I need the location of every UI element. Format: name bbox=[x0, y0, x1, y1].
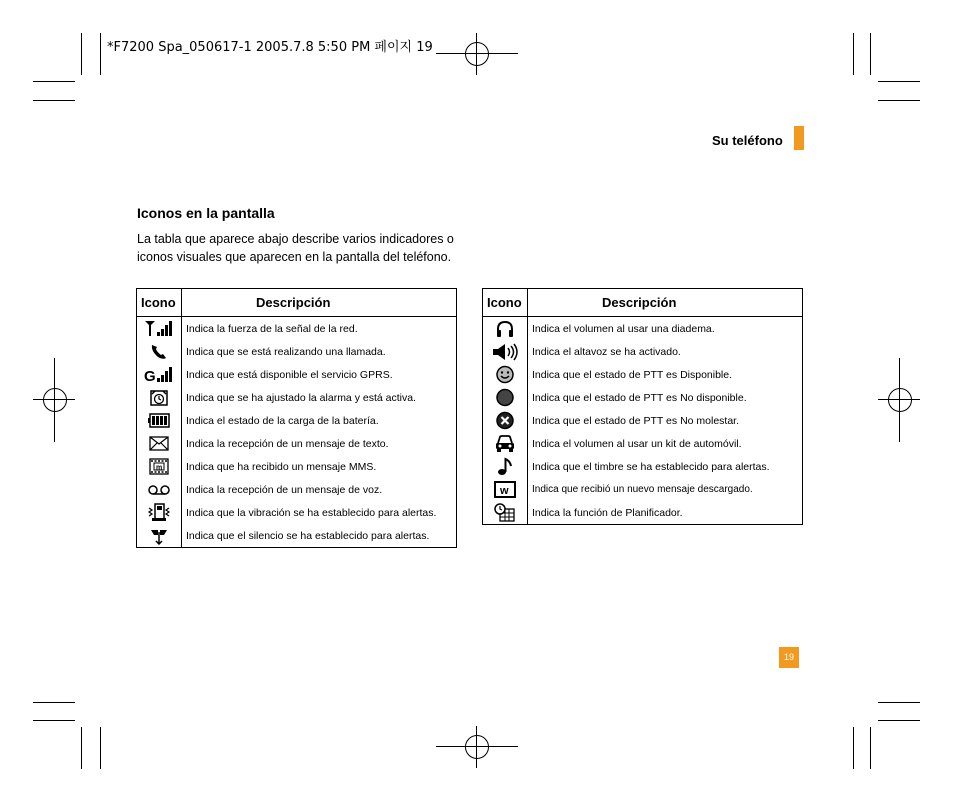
table-row bbox=[137, 340, 457, 363]
page-number: 19 bbox=[779, 647, 799, 668]
crop-mark bbox=[878, 81, 920, 82]
row-description: Indica el estado de la carga de la batería. bbox=[186, 414, 379, 427]
row-description: Indica la función de Planificador. bbox=[532, 506, 683, 519]
vibration-icon bbox=[137, 503, 181, 522]
table-row bbox=[483, 501, 803, 525]
table-row bbox=[137, 386, 457, 409]
table-header-row bbox=[137, 289, 457, 317]
crop-mark bbox=[878, 100, 920, 101]
row-description: Indica el volumen al usar un kit de automóvil. bbox=[532, 437, 742, 450]
registration-mark bbox=[43, 388, 67, 412]
section-tab-marker bbox=[794, 126, 804, 150]
crop-mark bbox=[853, 727, 854, 769]
table-row bbox=[137, 409, 457, 432]
registration-mark bbox=[465, 735, 489, 759]
crop-mark bbox=[853, 33, 854, 75]
table-row bbox=[137, 363, 457, 386]
section-tab-label: Su teléfono bbox=[712, 133, 783, 148]
table-row bbox=[483, 340, 803, 363]
signal-strength-icon bbox=[137, 320, 181, 337]
registration-mark bbox=[888, 388, 912, 412]
scheduler-icon bbox=[483, 503, 527, 522]
svg-text:m: m bbox=[156, 464, 163, 472]
crop-mark bbox=[100, 33, 101, 75]
column-header-icon: Icono bbox=[137, 289, 182, 317]
speaker-icon bbox=[483, 343, 527, 361]
column-header-description: Descripción bbox=[182, 289, 457, 317]
row-description: Indica que está disponible el servicio GPRS. bbox=[186, 368, 393, 381]
crop-mark bbox=[81, 727, 82, 769]
table-row bbox=[137, 524, 457, 548]
table-row bbox=[483, 317, 803, 341]
mms-icon bbox=[137, 458, 181, 475]
table-row bbox=[137, 501, 457, 524]
registration-mark bbox=[465, 42, 489, 66]
crop-mark bbox=[33, 81, 75, 82]
intro-paragraph: La tabla que aparece abajo describe varios indicadores o iconos visuales que aparecen en la pantalla del teléfono. bbox=[137, 232, 454, 264]
battery-icon bbox=[137, 412, 181, 429]
row-description: Indica que el estado de PTT es No molestar. bbox=[532, 414, 740, 427]
row-description: Indica que el silencio se ha establecido para alertas. bbox=[186, 529, 430, 542]
print-info: *F7200 Spa_050617-1 2005.7.8 5:50 PM 페이지 19 bbox=[107, 40, 433, 55]
icons-table-left bbox=[136, 288, 457, 548]
table-row bbox=[483, 409, 803, 432]
download-message-icon bbox=[483, 481, 527, 498]
table-row bbox=[483, 363, 803, 386]
crop-mark bbox=[33, 720, 75, 721]
headset-icon bbox=[483, 320, 527, 338]
table-row bbox=[137, 317, 457, 341]
row-description: Indica que el estado de PTT es No disponible. bbox=[532, 391, 747, 404]
ptt-do-not-disturb-icon bbox=[483, 411, 527, 430]
row-description: Indica el volumen al usar una diadema. bbox=[532, 322, 715, 335]
crop-mark bbox=[33, 100, 75, 101]
row-description: Indica que el estado de PTT es Disponible. bbox=[532, 368, 733, 381]
voicemail-icon bbox=[137, 484, 181, 496]
ptt-available-icon bbox=[483, 365, 527, 384]
row-description: Indica que el timbre se ha establecido para alertas. bbox=[532, 460, 770, 473]
crop-mark bbox=[870, 727, 871, 769]
svg-text:G: G bbox=[144, 368, 156, 383]
crop-mark bbox=[878, 720, 920, 721]
alarm-clock-icon bbox=[137, 389, 181, 406]
gprs-icon bbox=[137, 366, 181, 383]
icons-table-right bbox=[482, 288, 803, 525]
table-row bbox=[483, 455, 803, 478]
ptt-unavailable-icon bbox=[483, 388, 527, 407]
silent-icon bbox=[137, 527, 181, 545]
crop-mark bbox=[870, 33, 871, 75]
crop-mark bbox=[878, 702, 920, 703]
crop-mark bbox=[100, 727, 101, 769]
row-description: Indica que se ha ajustado la alarma y está activa. bbox=[186, 391, 416, 404]
column-header-icon: Icono bbox=[483, 289, 528, 317]
row-description: Indica la recepción de un mensaje de texto. bbox=[186, 437, 389, 450]
svg-text:w: w bbox=[500, 485, 509, 497]
table-row bbox=[483, 386, 803, 409]
crop-mark bbox=[81, 33, 82, 75]
table-header-row bbox=[483, 289, 803, 317]
call-icon bbox=[137, 343, 181, 360]
column-header-description: Descripción bbox=[528, 289, 803, 317]
row-description: Indica la recepción de un mensaje de voz. bbox=[186, 483, 383, 496]
row-description: Indica el altavoz se ha activado. bbox=[532, 345, 681, 358]
table-row bbox=[483, 478, 803, 501]
row-description: Indica que recibió un nuevo mensaje descargado. bbox=[532, 484, 753, 495]
table-row bbox=[137, 432, 457, 455]
row-description: Indica que ha recibido un mensaje MMS. bbox=[186, 460, 377, 473]
row-description: Indica que se está realizando una llamada. bbox=[186, 345, 386, 358]
table-row bbox=[137, 455, 457, 478]
table-row bbox=[483, 432, 803, 455]
section-heading: Iconos en la pantalla bbox=[137, 205, 275, 221]
table-row bbox=[137, 478, 457, 501]
row-description: Indica la fuerza de la señal de la red. bbox=[186, 322, 358, 335]
car-kit-icon bbox=[483, 434, 527, 453]
envelope-icon bbox=[137, 436, 181, 451]
crop-mark bbox=[33, 702, 75, 703]
ringtone-icon bbox=[483, 457, 527, 476]
row-description: Indica que la vibración se ha establecido para alertas. bbox=[186, 506, 437, 519]
